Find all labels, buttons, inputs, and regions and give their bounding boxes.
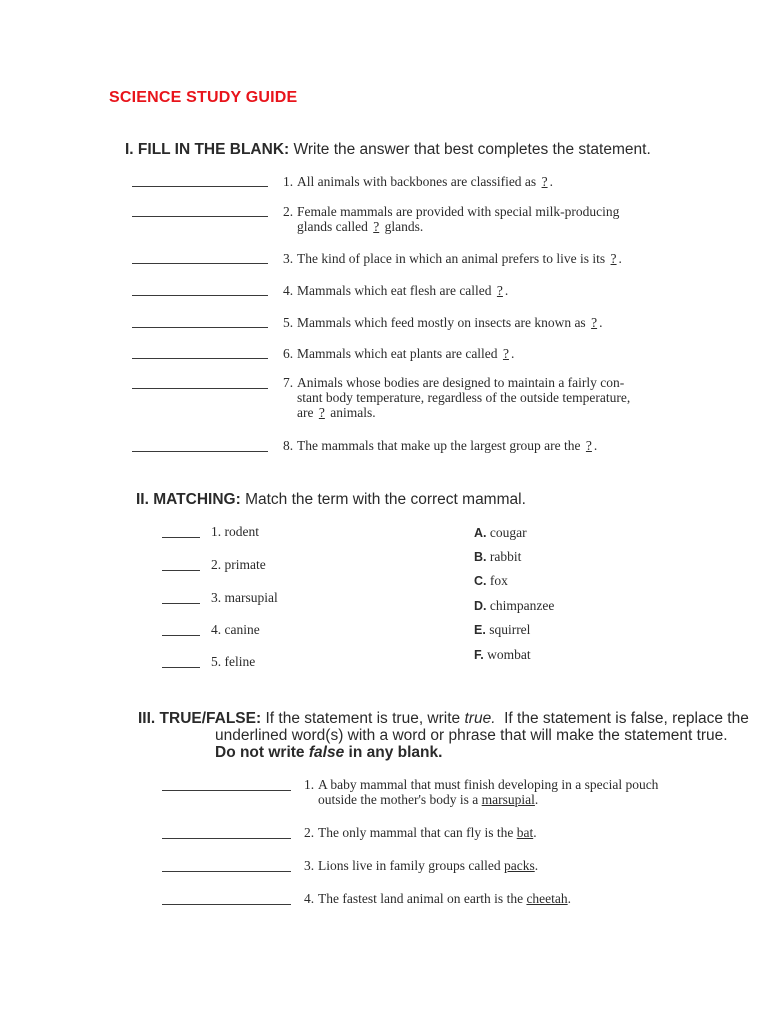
section-note: Do not write false in any blank.	[215, 744, 443, 761]
section-label: II. MATCHING:	[136, 491, 241, 508]
answer-blank[interactable]	[162, 871, 291, 872]
section-fill-in-heading	[125, 141, 651, 158]
answer-blank[interactable]	[132, 216, 268, 217]
answer-blank[interactable]	[132, 263, 268, 264]
matching-option-c: C. fox	[474, 573, 508, 588]
matching-option-d: D. chimpanzee	[474, 598, 555, 613]
section-label: I. FILL IN THE BLANK:	[125, 141, 290, 158]
answer-blank[interactable]	[162, 635, 200, 636]
question-text: 6. Mammals which eat plants are called ? .	[283, 346, 515, 361]
answer-blank[interactable]	[162, 603, 200, 604]
question-text: 4. The fastest land animal on earth is the cheetah.	[304, 891, 572, 906]
answer-blank[interactable]	[162, 790, 291, 791]
answer-blank[interactable]	[162, 904, 291, 905]
question-text: 3. Lions live in family groups called packs.	[304, 858, 539, 873]
answer-blank[interactable]	[132, 327, 268, 328]
answer-blank[interactable]	[162, 667, 200, 668]
matching-option-b: B. rabbit	[474, 549, 522, 564]
question-text: 1. All animals with backbones are classified as ? .	[283, 174, 553, 189]
section-matching-heading	[136, 491, 526, 508]
underlined-term: cheetah	[526, 891, 568, 906]
page-title: SCIENCE STUDY GUIDE	[109, 89, 298, 106]
question-text: 2. The only mammal that can fly is the bat.	[304, 825, 537, 840]
section-instruction: Write the answer that best completes the statement.	[293, 141, 651, 158]
answer-blank[interactable]	[132, 388, 268, 389]
matching-option-a: A. cougar	[474, 525, 527, 540]
section-true-false-heading: III. TRUE/FALSE: If the statement is true, write true. If the statement is false, replace the underlined word(s) with a word or phrase that will make the statement true. Do not write false in any blank.	[138, 710, 749, 761]
answer-blank[interactable]	[162, 537, 200, 538]
answer-blank[interactable]	[132, 358, 268, 359]
question-text: 5. Mammals which feed mostly on insects are known as ? .	[283, 315, 603, 330]
matching-option-f: F. wombat	[474, 647, 531, 662]
question-text: 8. The mammals that make up the largest group are the ? .	[283, 438, 598, 453]
underlined-term: marsupial	[481, 792, 535, 807]
question-text: 2. Female mammals are provided with special milk-producing glands called ? glands.	[283, 204, 620, 234]
matching-option-e: E. squirrel	[474, 622, 531, 637]
underlined-term: packs	[503, 858, 535, 873]
answer-blank[interactable]	[132, 295, 268, 296]
answer-blank[interactable]	[162, 838, 291, 839]
underlined-term: bat	[516, 825, 534, 840]
question-text: 4. Mammals which eat flesh are called ? .	[283, 283, 509, 298]
section-label: III. TRUE/FALSE:	[138, 710, 262, 727]
question-text: 1. A baby mammal that must finish developing in a special pouch outside the mother's body is a marsupial.	[304, 777, 659, 807]
answer-blank[interactable]	[132, 186, 268, 187]
answer-blank[interactable]	[132, 451, 268, 452]
question-text: 3. The kind of place in which an animal prefers to live is its ? .	[283, 251, 622, 266]
section-instruction: Match the term with the correct mammal.	[245, 491, 526, 508]
answer-blank[interactable]	[162, 570, 200, 571]
question-text: 7. Animals whose bodies are designed to maintain a fairly con- stant body temperature, regardless of the outside temperature, are ? animals.	[283, 375, 631, 420]
